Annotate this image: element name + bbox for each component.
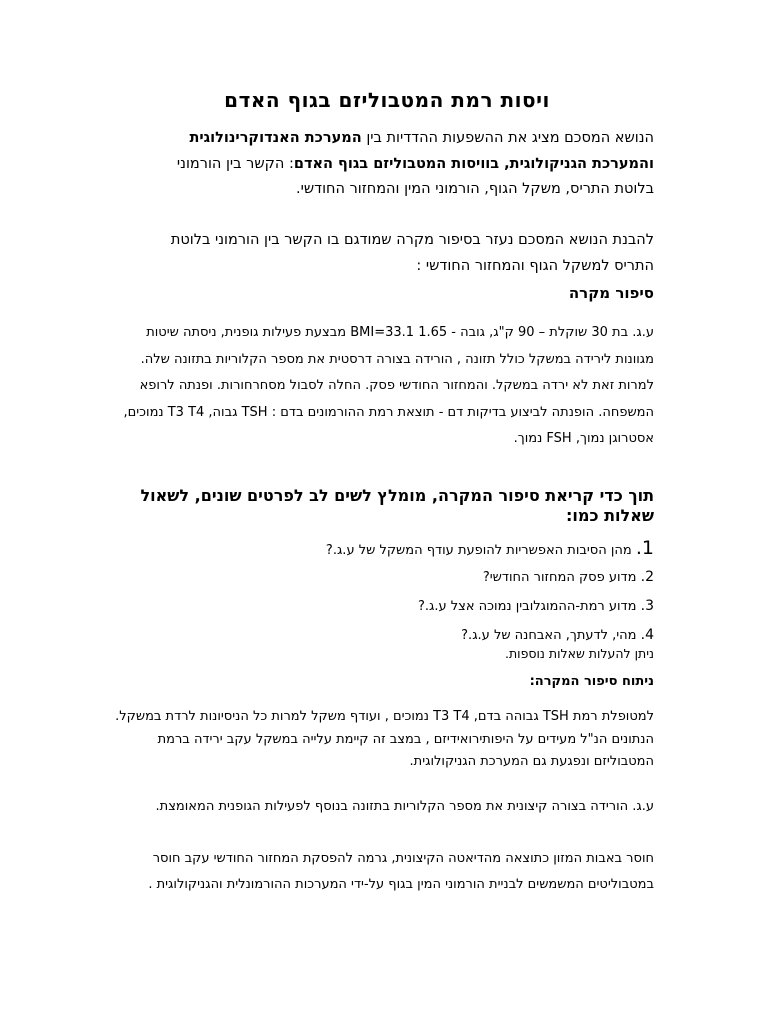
questions-list — [326, 534, 654, 650]
question-text: מדוע רמת-ההמוגלובין נמוכה אצל ע.ג.? — [417, 599, 641, 614]
questions-heading: תוך כדי קריאת סיפור המקרה, מומלץ לשים לב לפרטים שונים, לשאול שאלות כמו: — [140, 486, 654, 525]
intro-text-end: : הקשר בין הורמוני בלוטת התריס, משקל הגוף, הורמוני המין והמחזור החודשי. — [176, 155, 654, 197]
intro-text-start: הנושא המסכם מציג את ההשפעות ההדדיות בין — [361, 130, 654, 146]
case-story-heading: סיפור מקרה — [568, 284, 654, 302]
analysis-paragraph-3: חוסר באבות המזון כתוצאה מהדיאטה הקיצונית, גרמה להפסקת המחזור החודשי עקב חוסר במטבוליטים המשמשים לבניית הורמוני המין בגוף על-ידי המערכות ההורמונלית והגניקולוגית . — [148, 851, 654, 892]
question-number: 4. — [640, 627, 654, 643]
analysis-heading: ניתוח סיפור המקרה: — [529, 674, 654, 689]
question-number: 1. — [635, 537, 654, 559]
intro-paragraph — [154, 126, 654, 203]
question-number: 2. — [640, 569, 654, 585]
case-story-body: ע.ג. בת 30 שוקלת – 90 ק"ג, גובה - 1.65 BMI=33.1 מבצעת פעילות גופנית, ניסתה שיטות מגוונות לירידה במשקל כולל תזונה , הורידה בצורה דרסטית את מספר הקלוריות בתזונה שלה. למרות זאת לא ירדה במשקל. והמחזור החודשי פסק. החלה לסבול מסחרחורות. ופנתה לרופא המשפחה. הופנתה לביצוע בדיקות דם - תוצאת רמת ההורמונים בדם : TSH גבוה, T3 T4 נמוכים, אסטרוגן נמוך, FSH נמוך. — [123, 325, 654, 446]
question-item — [326, 563, 654, 592]
question-text: מהי, לדעתך, האבחנה של ע.ג.? — [461, 628, 641, 643]
question-number: 3. — [640, 598, 654, 614]
question-item — [326, 592, 654, 621]
question-text: מדוע פסק המחזור החודשי? — [482, 570, 641, 585]
intro-bold-text: המערכת האנדוקרינולוגית והמערכת הגניקולוגית, בוויסות המטבוליזם בגוף האדם — [189, 130, 654, 172]
question-text: מהן הסיבות האפשריות להופעת עודף המשקל של ע.ג.? — [325, 543, 636, 558]
analysis-paragraph-1: למטופלת רמת TSH גבוהה בדם, T3 T4 נמוכים , ועודף משקל למרות כל הניסיונות לרדת במשקל. הנתונים הנ"ל מעידים על היפותירואידיזם , במצב זה קיימת עלייה במשקל עקב ירידה ברמת המטבוליזם ונפגעת גם המערכת הגניקולוגית. — [115, 709, 654, 769]
analysis-paragraph-2: ע.ג. הורידה בצורה קיצונית את מספר הקלוריות בתזונה בנוסף לפעילות הגופנית המאומצת. — [155, 799, 654, 814]
page-title: ויסות רמת המטבוליזם בגוף האדם — [224, 88, 550, 112]
extra-questions-note: ניתן להעלות שאלות נוספות. — [504, 646, 654, 661]
question-item — [326, 534, 654, 563]
intro-case-paragraph: להבנת הנושא המסכם נעזר בסיפור מקרה שמודגם בו הקשר בין הורמוני בלוטת התריס למשקל הגוף והמחזור החודשי : — [170, 232, 654, 274]
